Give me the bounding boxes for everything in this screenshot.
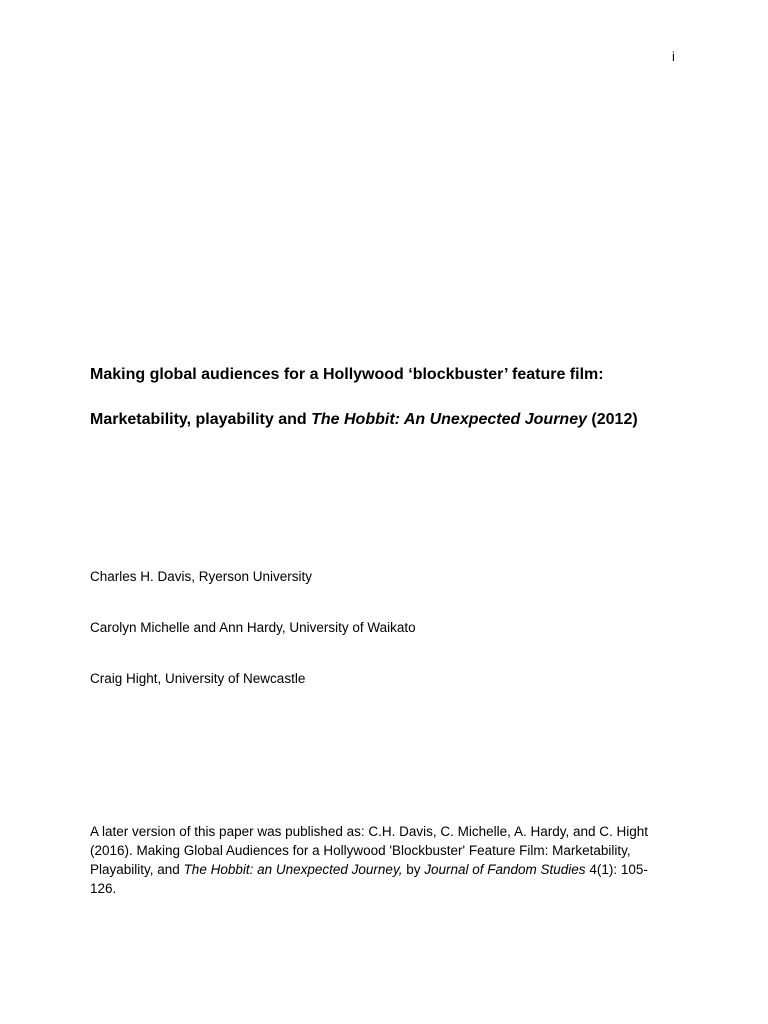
publication-note-line-3 — [90, 860, 675, 879]
publication-note-line-3-middle: by — [402, 862, 425, 877]
publication-note-line-3-suffix: 4(1): 105- — [585, 862, 648, 877]
publication-note-line-2: (2016). Making Global Audiences for a Hollywood 'Blockbuster' Feature Film: Marketability, — [90, 843, 631, 858]
title-line-2-suffix: (2012) — [586, 411, 638, 428]
page-number: i — [672, 49, 675, 64]
author-line-3: Craig Hight, University of Newcastle — [90, 671, 306, 686]
publication-note-line-3-prefix: Playability, and — [90, 862, 184, 877]
publication-note-line-4: 126. — [90, 881, 117, 896]
publication-note-line-1: A later version of this paper was published as: C.H. Davis, C. Michelle, A. Hardy, and C. Hight — [90, 824, 648, 839]
author-line-1: Charles H. Davis, Ryerson University — [90, 569, 313, 584]
author-line-2: Carolyn Michelle and Ann Hardy, University of Waikato — [90, 620, 416, 635]
paper-title-line-2 — [90, 411, 690, 429]
paper-title-line-1: Making global audiences for a Hollywood ‘blockbuster’ feature film: — [90, 366, 604, 383]
publication-note — [90, 822, 675, 898]
film-title: The Hobbit: An Unexpected Journey — [311, 411, 587, 428]
title-line-2-prefix: Marketability, playability and — [90, 411, 312, 428]
publication-film-title: The Hobbit: an Unexpected Journey, — [183, 862, 403, 877]
journal-name: Journal of Fandom Studies — [424, 862, 586, 877]
